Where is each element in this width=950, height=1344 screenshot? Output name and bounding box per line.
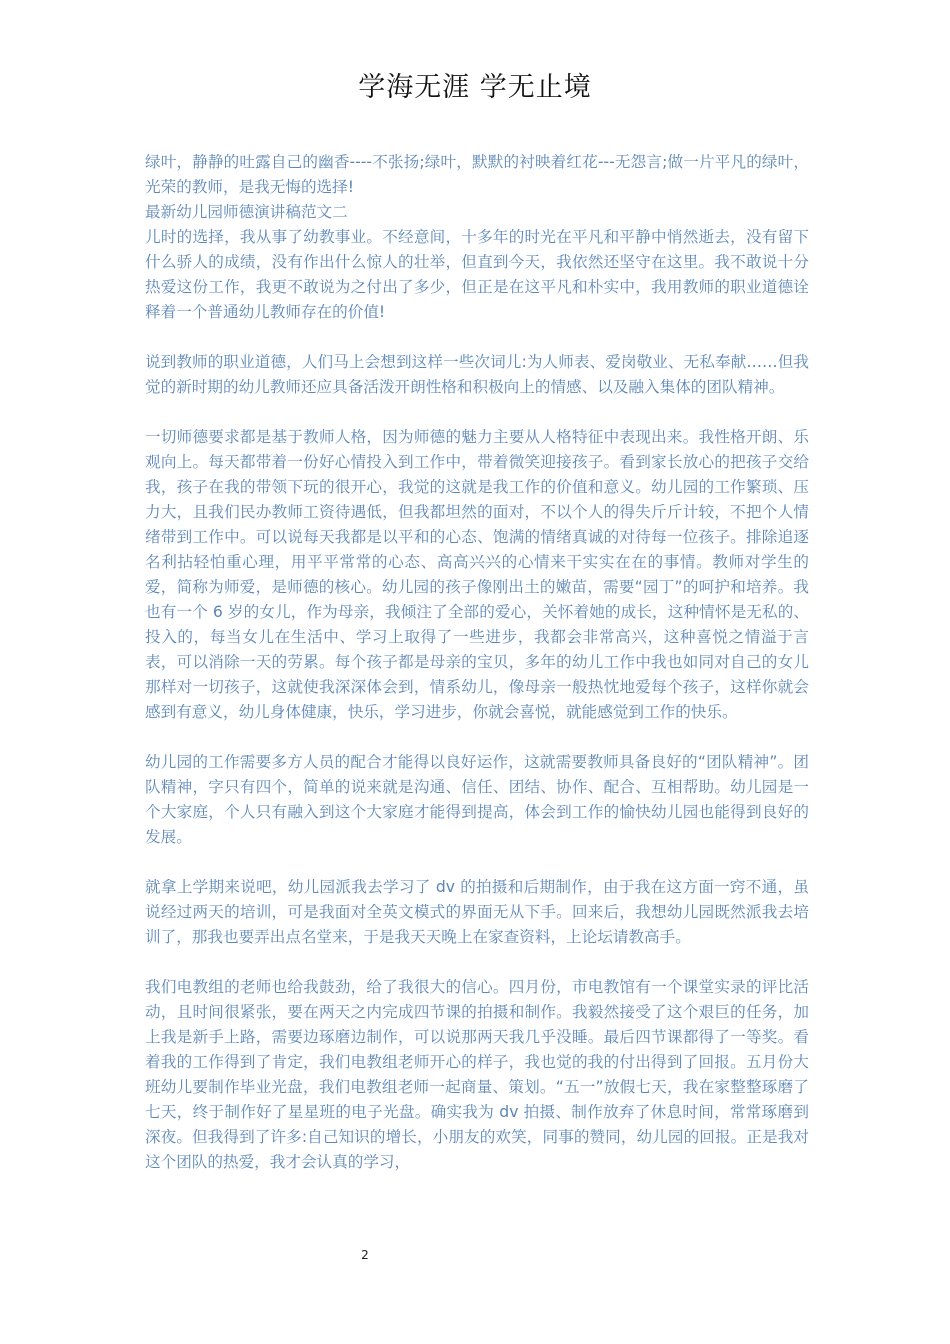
body-paragraph-3: 一切师德要求都是基于教师人格，因为师德的魅力主要从人格特征中表现出来。我性格开朗、乐观向上。每天都带着一份好心情投入到工作中，带着微笑迎接孩子。看到家长放心的把孩子交给我，孩子在我的带领下玩的很开心，我觉的这就是我工作的价值和意义。幼儿园的工作繁琐、压力大，且我们民办教师工资待遇低，但我都坦然的面对，不以个人的得失斤斤计较，不把个人情绪带到工作中。可以说每天我都是以平和的心态、饱满的情绪真诚的对待每一位孩子。排除追逐名利拈轻怕重心理，用平平常常的心态、高高兴兴的心情来干实实在在的事情。教师对学生的爱，简称为师爱，是师德的核心。幼儿园的孩子像刚出土的嫩苗，需要“园丁”的呵护和培养。我也有一个 6 岁的女儿，作为母亲，我倾注了全部的爱心，关怀着她的成长，这种情怀是无私的、投入的，每当女儿在生活中、学习上取得了一些进步，我都会非常高兴，这种喜悦之情溢于言表，可以消除一天的劳累。每个孩子都是母亲的宝贝，多年的幼儿工作中我也如同对自己的女儿那样对一切孩子，这就使我深深体会到，情系幼儿，像母亲一般热忱地爱每个孩子，这样你就会感到有意义，幼儿身体健康，快乐，学习进步，你就会喜悦，就能感觉到工作的快乐。: [145, 428, 809, 721]
page-header-title: 学海无涯 学无止境: [358, 72, 592, 103]
page-number: 2: [361, 1248, 369, 1262]
body-paragraph-1: 儿时的选择，我从事了幼教事业。不经意间，十多年的时光在平凡和平静中悄然逝去，没有留下什么骄人的成绩，没有作出什么惊人的壮举，但直到今天，我依然还坚守在这里。我不敢说十分热爱这份工作，我更不敢说为之付出了多少，但正是在这平凡和朴实中，我用教师的职业道德诠释着一个普通幼儿教师存在的价值!: [145, 228, 809, 321]
document-body: [145, 150, 809, 1175]
section-title: 最新幼儿园师德演讲稿范文二: [145, 203, 348, 221]
body-paragraph-6: 我们电教组的老师也给我鼓劲，给了我很大的信心。四月份，市电教馆有一个课堂实录的评比活动，且时间很紧张，要在两天之内完成四节课的拍摄和制作。我毅然接受了这个艰巨的任务，加上我是新手上路，需要边琢磨边制作，可以说那两天我几乎没睡。最后四节课都得了一等奖。看着我的工作得到了肯定，我们电教组老师开心的样子，我也觉的我的付出得到了回报。五月份大班幼儿要制作毕业光盘，我们电教组老师一起商量、策划。“五一”放假七天，我在家整整琢磨了七天，终于制作好了星星班的电子光盘。确实我为 dv 拍摄、制作放弃了休息时间，常常琢磨到深夜。但我得到了许多:自己知识的增长，小朋友的欢笑，同事的赞同，幼儿园的回报。正是我对这个团队的热爱，我才会认真的学习，: [145, 978, 809, 1171]
intro-paragraph: 绿叶，静静的吐露自己的幽香----不张扬;绿叶，默默的衬映着红花---无怨言;做一片平凡的绿叶，光荣的教师，是我无悔的选择!: [145, 153, 809, 196]
body-paragraph-5: 就拿上学期来说吧，幼儿园派我去学习了 dv 的拍摄和后期制作，由于我在这方面一窍不通，虽说经过两天的培训，可是我面对全英文模式的界面无从下手。回来后，我想幼儿园既然派我去培训了，那我也要弄出点名堂来，于是我天天晚上在家查资料，上论坛请教高手。: [145, 878, 809, 946]
body-paragraph-4: 幼儿园的工作需要多方人员的配合才能得以良好运作，这就需要教师具备良好的“团队精神”。团队精神，字只有四个，简单的说来就是沟通、信任、团结、协作、配合、互相帮助。幼儿园是一个大家庭，个人只有融入到这个大家庭才能得到提高，体会到工作的愉快幼儿园也能得到良好的发展。: [145, 753, 809, 846]
body-paragraph-2: 说到教师的职业道德，人们马上会想到这样一些次词儿:为人师表、爱岗敬业、无私奉献……但我觉的新时期的幼儿教师还应具备活泼开朗性格和积极向上的情感、以及融入集体的团队精神。: [145, 353, 809, 396]
